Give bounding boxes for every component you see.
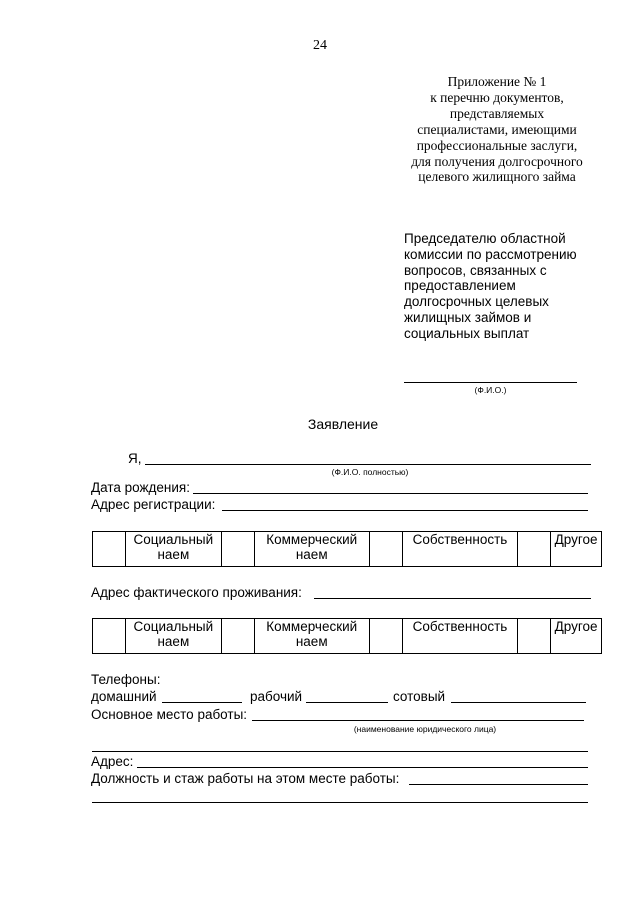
phone-home-label: домашний <box>91 689 157 704</box>
actual-housing-table <box>92 618 602 654</box>
position-field-continued[interactable] <box>92 802 588 803</box>
addressee-line: социальных выплат <box>404 325 530 341</box>
phone-mobile-field[interactable] <box>451 702 586 703</box>
checkbox-other[interactable] <box>518 619 551 654</box>
checkbox-commercial[interactable] <box>221 619 254 654</box>
appendix-line: профессиональные заслуги, <box>416 137 578 153</box>
appendix-line: представляемых <box>449 105 545 121</box>
checkbox-social[interactable] <box>93 532 126 567</box>
addressee-block <box>404 231 604 342</box>
option-label-line: Социальный <box>133 619 214 634</box>
option-label-line: наем <box>157 634 190 649</box>
option-label-line: Коммерческий <box>266 532 358 547</box>
workplace-field[interactable] <box>252 720 584 721</box>
addressee-line: вопросов, связанных с <box>404 262 547 278</box>
checkbox-social[interactable] <box>93 619 126 654</box>
phone-home-field[interactable] <box>162 702 242 703</box>
registration-field[interactable] <box>222 510 588 511</box>
appendix-line: специалистами, имеющими <box>417 121 577 137</box>
option-social-label <box>126 532 221 567</box>
appendix-header <box>390 74 604 185</box>
document-title: Заявление <box>307 416 379 432</box>
addressee-line: предоставлением <box>404 278 516 294</box>
appendix-line: целевого жилищного займа <box>418 169 576 185</box>
phone-work-field[interactable] <box>306 702 388 703</box>
applicant-i-label: Я, <box>128 451 142 466</box>
option-label-line: наем <box>157 547 190 562</box>
option-ownership-label: Собственность <box>402 532 517 567</box>
appendix-line: Приложение № 1 <box>447 74 547 89</box>
addressee-fio-caption: (Ф.И.О.) <box>474 385 507 395</box>
option-other-label: Другое <box>551 532 602 567</box>
option-label-line: наем <box>295 547 328 562</box>
option-label-line: наем <box>295 634 328 649</box>
addressee-line: жилищных займов и <box>404 309 532 325</box>
phone-mobile-label: сотовый <box>393 689 446 704</box>
option-commercial-label <box>254 532 369 567</box>
work-address-label: Адрес: <box>91 754 134 769</box>
phones-label: Телефоны: <box>91 672 161 687</box>
birth-date-label: Дата рождения: <box>91 480 190 495</box>
option-label-line: Социальный <box>133 532 214 547</box>
position-label: Должность и стаж работы на этом месте работы: <box>91 771 400 786</box>
workplace-label: Основное место работы: <box>91 707 248 722</box>
addressee-line: комиссии по рассмотрению <box>404 246 577 262</box>
option-commercial-label <box>254 619 369 654</box>
addressee-line: долгосрочных целевых <box>404 294 549 310</box>
position-field[interactable] <box>409 784 588 785</box>
option-label-line: Коммерческий <box>266 619 358 634</box>
registration-label: Адрес регистрации: <box>91 497 216 512</box>
work-address-field[interactable] <box>137 767 588 768</box>
actual-address-field[interactable] <box>314 598 591 599</box>
option-ownership-label: Собственность <box>402 619 517 654</box>
option-social-label <box>126 619 221 654</box>
registration-housing-table <box>92 531 602 567</box>
phone-work-label: рабочий <box>250 689 303 704</box>
checkbox-ownership[interactable] <box>369 619 402 654</box>
applicant-fio-field[interactable] <box>145 464 591 465</box>
checkbox-other[interactable] <box>518 532 551 567</box>
appendix-line: к перечню документов, <box>430 89 564 105</box>
applicant-fio-caption: (Ф.И.О. полностью) <box>331 467 409 477</box>
page-number: 24 <box>313 38 327 53</box>
appendix-line: для получения долгосрочного <box>411 153 583 169</box>
workplace-field-continued[interactable] <box>92 751 588 752</box>
birth-date-field[interactable] <box>193 493 588 494</box>
workplace-caption: (наименование юридического лица) <box>353 724 497 734</box>
option-other-label: Другое <box>551 619 602 654</box>
addressee-line: Председателю областной <box>404 231 566 246</box>
actual-address-label: Адрес фактического проживания: <box>91 585 302 600</box>
checkbox-commercial[interactable] <box>221 532 254 567</box>
checkbox-ownership[interactable] <box>369 532 402 567</box>
addressee-fio-line[interactable] <box>404 382 577 383</box>
